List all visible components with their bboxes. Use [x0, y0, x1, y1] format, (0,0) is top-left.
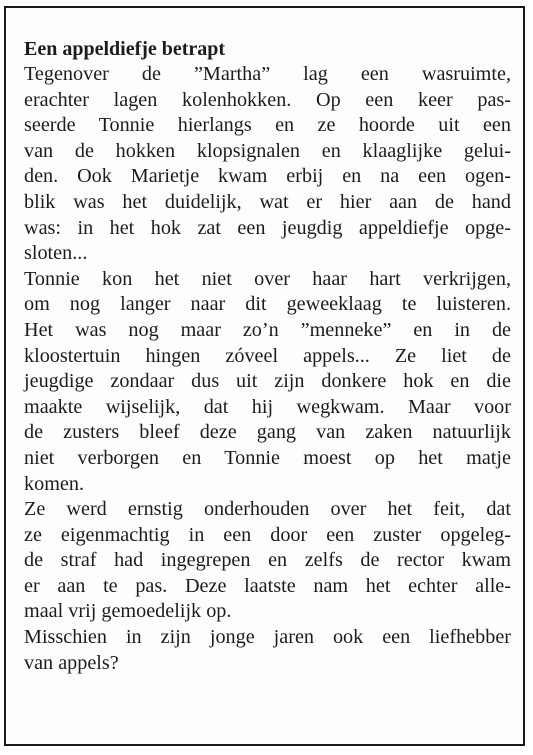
text-line: de zusters bleef deze gang van zaken natuurlijk	[24, 421, 511, 444]
article-title: Een appeldiefje betrapt	[24, 38, 226, 60]
text-line: den. Ook Marietje kwam erbij en na een ogen-	[24, 165, 511, 188]
text-line: er aan te pas. Deze laatste nam het echter alle-	[24, 574, 511, 597]
text-line: Tegenover de ”Martha” lag een wasruimte,	[24, 63, 511, 85]
text-line: maal vrij gemoedelijk op.	[24, 600, 232, 623]
text-line: ze eigenmachtig in een door een zuster opgeleg-	[24, 523, 511, 546]
paragraph-1	[24, 62, 511, 267]
text-line: maakte wijselijk, dat hij wegkwam. Maar voor	[24, 395, 511, 418]
text-line: om nog langer naar dit geweeklaag te luisteren.	[24, 293, 511, 316]
paragraph-2	[24, 267, 511, 497]
text-line: kloostertuin hingen zóveel appels... Ze liet de	[24, 344, 511, 367]
paragraph-3	[24, 497, 511, 625]
paragraph-4	[24, 625, 511, 676]
article-content	[24, 36, 511, 676]
text-line: erachter lagen kolenhokken. Op een keer pas-	[24, 88, 511, 111]
text-line: blik was het duidelijk, wat er hier aan de hand	[24, 190, 511, 213]
text-line: niet verborgen en Tonnie moest op het matje	[24, 446, 511, 469]
text-line: van de hokken klopsignalen en klaaglijke gelui-	[24, 139, 511, 162]
text-line: sloten...	[24, 242, 88, 265]
text-line: de straf had ingegrepen en zelfs de rector kwam	[24, 549, 511, 572]
text-line: Het was nog maar zo’n ”menneke” en in de	[24, 318, 511, 341]
text-line: was: in het hok zat een jeugdig appeldiefje opge-	[24, 216, 511, 239]
text-line: komen.	[24, 472, 84, 495]
article-frame	[4, 6, 525, 746]
text-line: van appels?	[24, 651, 119, 674]
text-line: Ze werd ernstig onderhouden over het feit, dat	[24, 498, 511, 521]
text-line: Tonnie kon het niet over haar hart verkrijgen,	[24, 267, 511, 290]
text-line: seerde Tonnie hierlangs en ze hoorde uit een	[24, 114, 511, 137]
text-line: Misschien in zijn jonge jaren ook een liefhebber	[24, 626, 511, 649]
text-line: jeugdige zondaar dus uit zijn donkere hok en die	[24, 370, 511, 393]
